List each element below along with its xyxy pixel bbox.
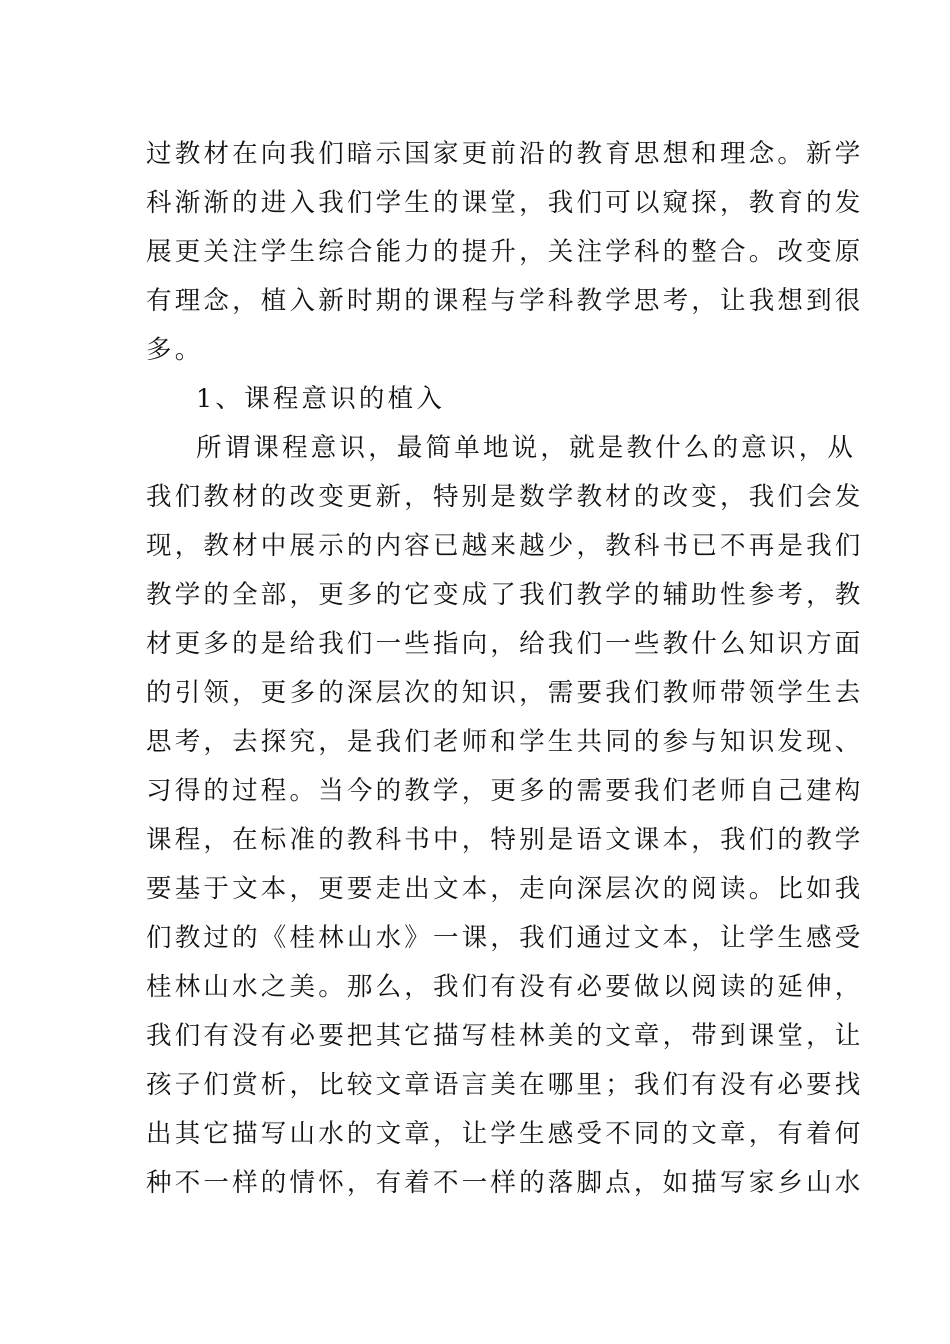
text-line: 桂林山水之美。那么，我们有没有必要做以阅读的延伸， [146,972,864,1002]
text-line: 我们教材的改变更新，特别是数学教材的改变，我们会发 [146,482,864,512]
text-line: 们教过的《桂林山水》一课，我们通过文本，让学生感受 [146,923,864,953]
text-line: 我们有没有必要把其它描写桂林美的文章，带到课堂，让 [146,1021,864,1051]
text-line: 科渐渐的进入我们学生的课堂，我们可以窥探，教育的发 [146,188,864,218]
text-line: 的引领，更多的深层次的知识，需要我们教师带领学生去 [146,678,864,708]
text-line: 过教材在向我们暗示国家更前沿的教育思想和理念。新学 [146,139,864,169]
text-line: 多。 [146,335,204,365]
text-line: 习得的过程。当今的教学，更多的需要我们老师自己建构 [146,776,864,806]
text-line: 孩子们赏析，比较文章语言美在哪里；我们有没有必要找 [146,1070,864,1100]
section-heading: 1、课程意识的植入 [196,384,446,414]
text-line: 展更关注学生综合能力的提升，关注学科的整合。改变原 [146,237,864,267]
text-line: 种不一样的情怀，有着不一样的落脚点，如描写家乡山水 [146,1168,864,1198]
text-line: 课程，在标准的教科书中，特别是语文课本，我们的教学 [146,825,864,855]
text-line: 所谓课程意识，最简单地说，就是教什么的意识，从 [196,433,857,463]
text-line: 材更多的是给我们一些指向，给我们一些教什么知识方面 [146,629,864,659]
text-line: 要基于文本，更要走出文本，走向深层次的阅读。比如我 [146,874,864,904]
text-line: 思考，去探究，是我们老师和学生共同的参与知识发现、 [146,727,864,757]
text-line: 现，教材中展示的内容已越来越少，教科书已不再是我们 [146,531,864,561]
text-line: 有理念，植入新时期的课程与学科教学思考，让我想到很 [146,286,864,316]
text-line: 教学的全部，更多的它变成了我们教学的辅助性参考，教 [146,580,864,610]
text-line: 出其它描写山水的文章，让学生感受不同的文章，有着何 [146,1119,864,1149]
